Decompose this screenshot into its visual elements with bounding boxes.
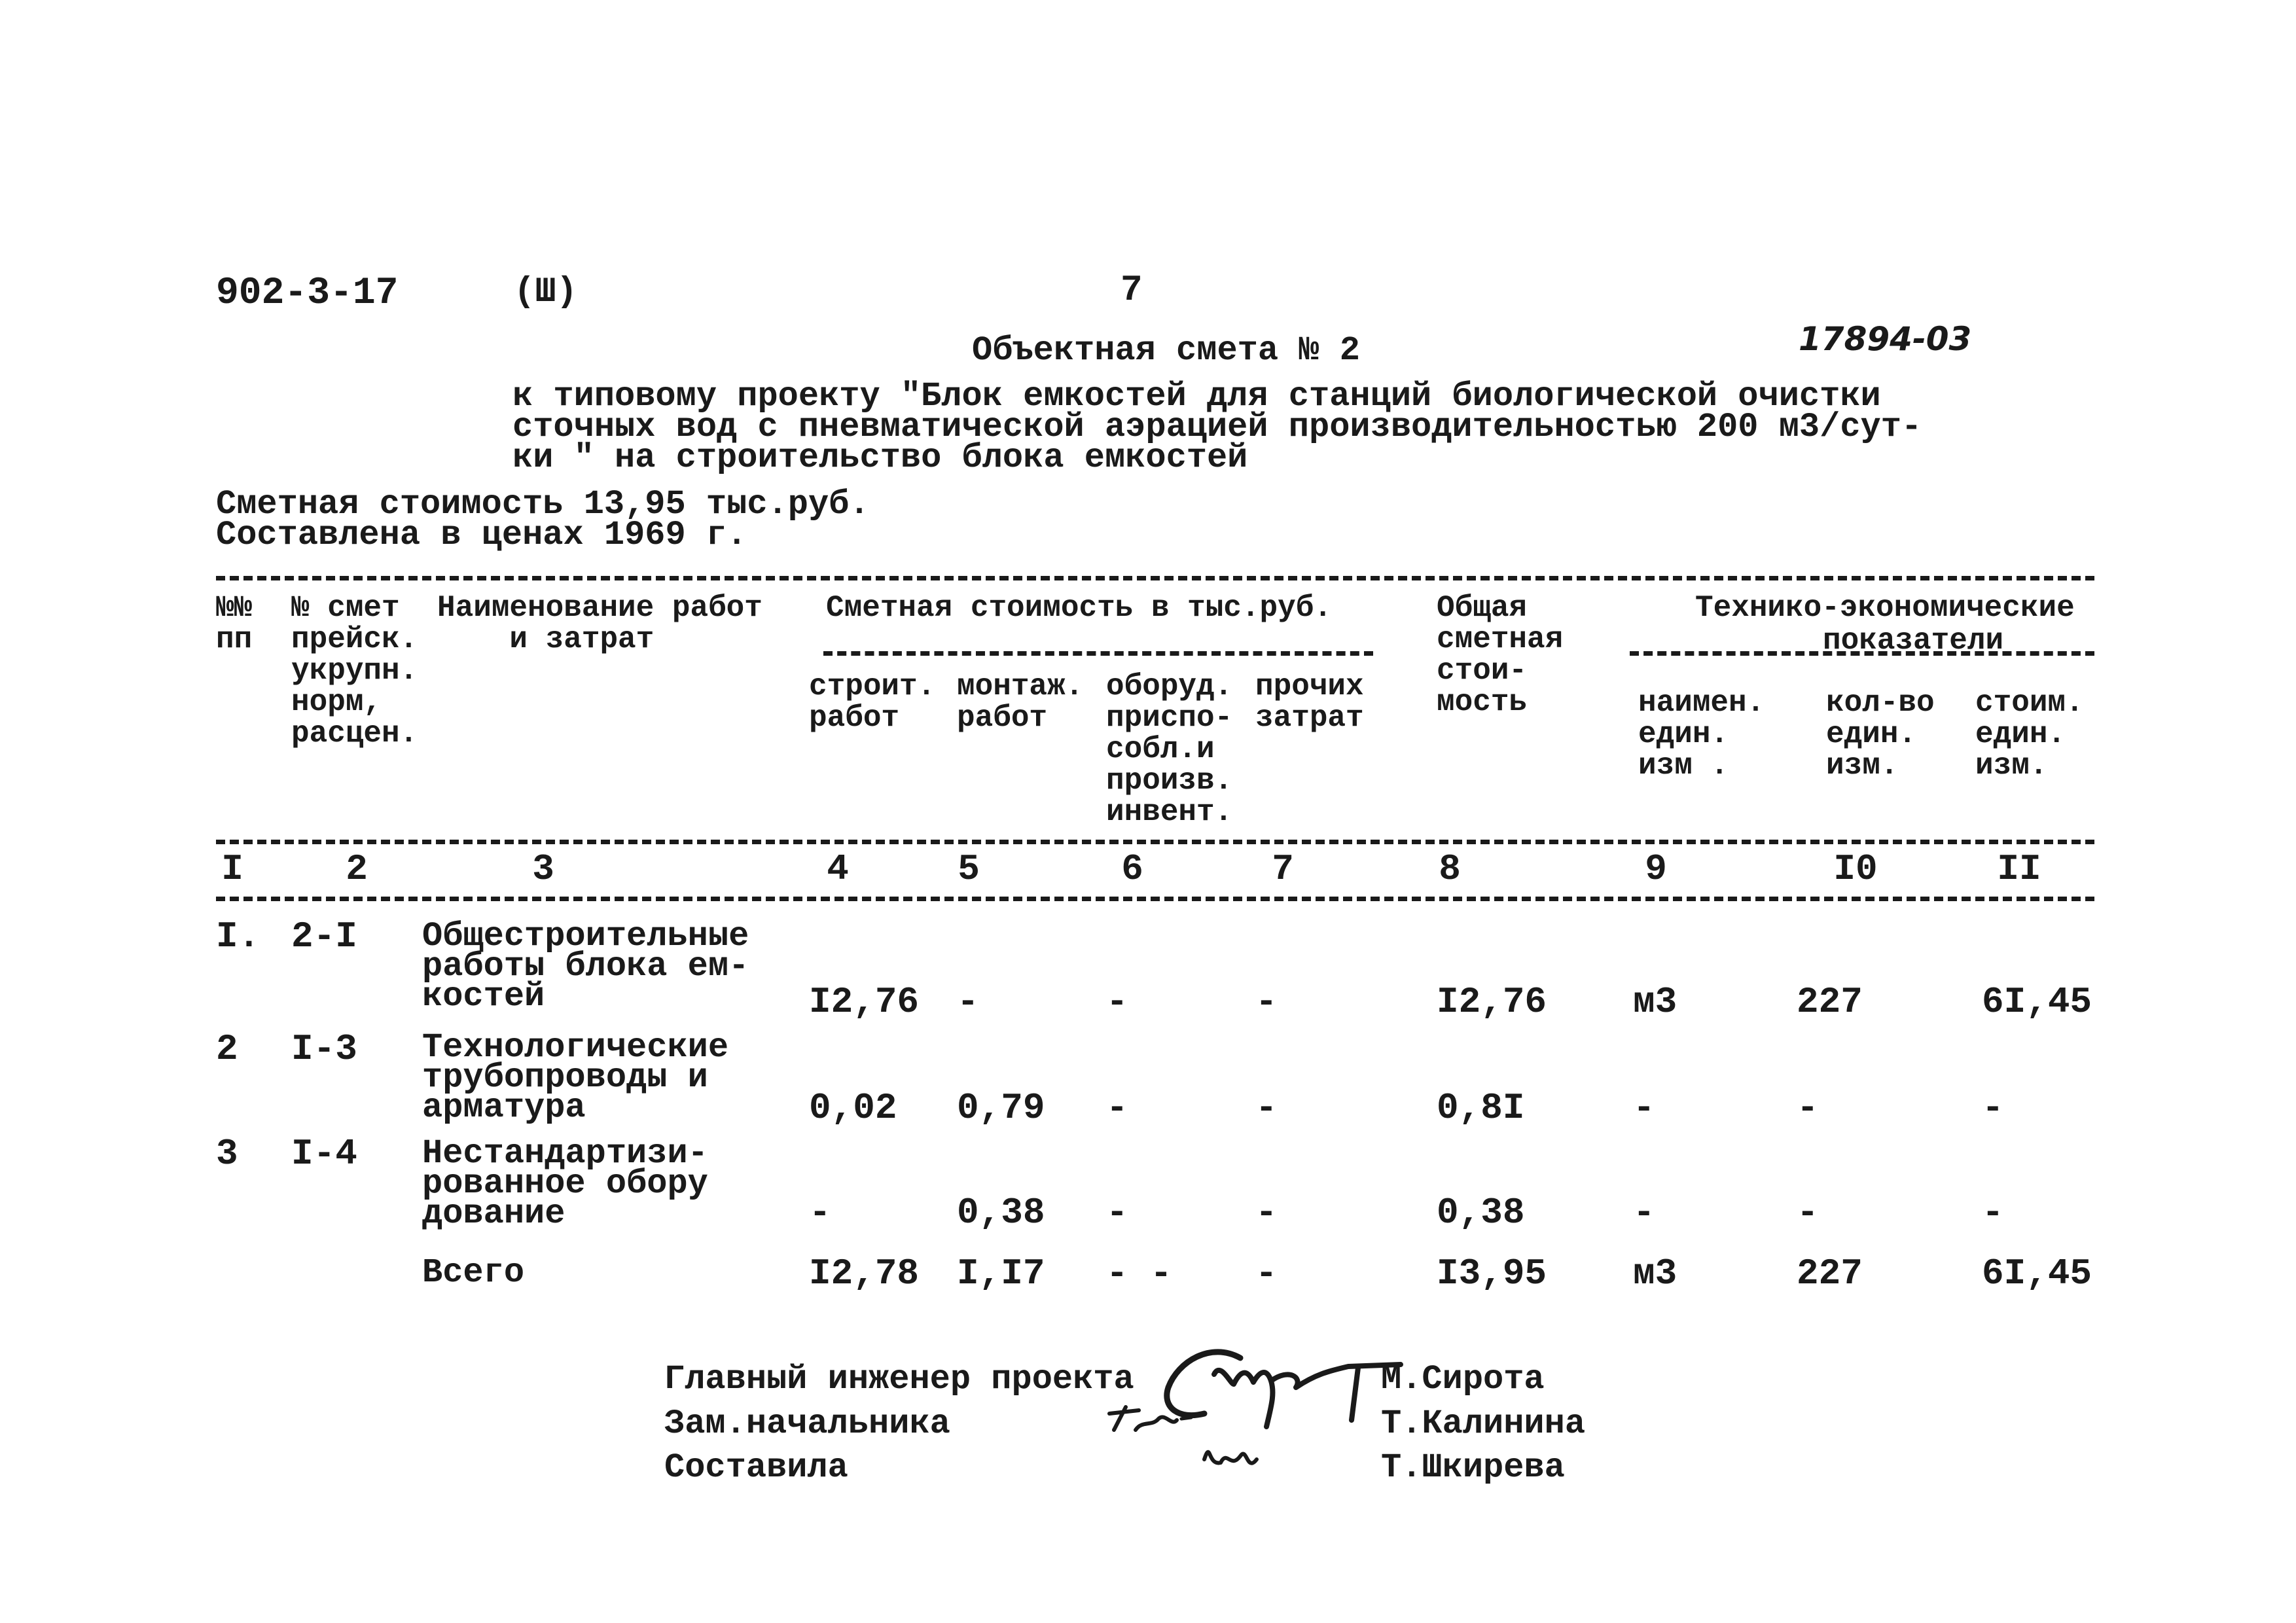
document-code: 902-3-17 xyxy=(216,272,399,315)
column-number: 2 xyxy=(346,848,368,890)
signatory-name: Т.Калинина xyxy=(1381,1404,1586,1443)
total-other: - xyxy=(1255,1253,1278,1294)
header-bottom-rule xyxy=(216,840,2094,844)
row-qty: 227 xyxy=(1797,981,1863,1023)
header-price-ref: № смет прейск. укрупн. норм, расцен. xyxy=(291,591,418,751)
row-price-ref: 2-I xyxy=(291,916,357,957)
header-construction: строит. работ xyxy=(809,669,936,735)
row-number: I. xyxy=(216,916,260,957)
total-installation: I,I7 xyxy=(957,1253,1045,1294)
column-number: 9 xyxy=(1645,848,1667,890)
row-unit-cost: - xyxy=(1982,1192,2004,1234)
row-unit-cost: - xyxy=(1982,1087,2004,1129)
header-unit-cost: стоим. един. изм. xyxy=(1975,686,2084,783)
cost-group-rule xyxy=(823,651,1373,656)
column-number: I0 xyxy=(1833,848,1878,890)
row-qty: - xyxy=(1797,1087,1819,1129)
subtitle-line-3: ки " на строительство блока емкостей xyxy=(512,438,1248,477)
column-number: I xyxy=(221,848,243,890)
price-basis: Составлена в ценах 1969 г. xyxy=(216,516,747,554)
header-equipment: оборуд. приспо- собл.и произв. инвент. xyxy=(1106,669,1233,829)
header-row-number: №№ пп xyxy=(216,591,253,656)
row-equipment: - xyxy=(1106,1087,1128,1129)
column-number: II xyxy=(1997,848,2041,890)
row-work-name: Нестандартизи- рованное обору дование xyxy=(422,1134,708,1233)
signatory-role: Главный инженер проекта xyxy=(664,1360,1134,1399)
signatory-role: Составила xyxy=(664,1448,848,1487)
row-equipment: - xyxy=(1106,1192,1128,1234)
total-label: Всего xyxy=(422,1253,525,1292)
handwritten-signatures xyxy=(1100,1322,1407,1499)
header-tech-group-2: показатели xyxy=(1823,624,2004,658)
row-construction: - xyxy=(809,1192,831,1234)
column-number: 4 xyxy=(827,848,849,890)
estimate-title: Объектная смета № 2 xyxy=(972,331,1360,370)
estimated-cost: Сметная стоимость 13,95 тыс.руб. xyxy=(216,485,870,524)
signatory-name: М.Сирота xyxy=(1381,1360,1545,1399)
column-numbers-rule xyxy=(216,897,2094,901)
header-tech-group: Технико-экономические xyxy=(1695,591,2075,625)
row-total: 0,38 xyxy=(1437,1192,1525,1234)
row-equipment: - xyxy=(1106,981,1128,1023)
header-work-name: Наименование работ и затрат xyxy=(437,591,762,656)
row-construction: I2,76 xyxy=(809,981,920,1023)
row-unit: - xyxy=(1633,1192,1655,1234)
table-top-rule xyxy=(216,576,2094,580)
row-qty: - xyxy=(1797,1192,1819,1234)
row-other: - xyxy=(1255,1087,1278,1129)
row-other: - xyxy=(1255,1192,1278,1234)
total-construction: I2,78 xyxy=(809,1253,920,1294)
column-number: 6 xyxy=(1121,848,1143,890)
row-installation: - xyxy=(957,981,979,1023)
row-other: - xyxy=(1255,981,1278,1023)
subtitle-line-2: сточных вод с пневматической аэрацией производительностью 200 м3/сут- xyxy=(512,408,1922,446)
column-number: 8 xyxy=(1439,848,1461,890)
row-price-ref: I-3 xyxy=(291,1028,357,1070)
row-number: 2 xyxy=(216,1028,238,1070)
column-number: 5 xyxy=(958,848,980,890)
row-number: 3 xyxy=(216,1133,238,1175)
row-unit-cost: 6I,45 xyxy=(1982,981,2092,1023)
row-construction: 0,02 xyxy=(809,1087,897,1129)
header-unit-name: наимен. един. изм . xyxy=(1638,686,1765,783)
column-number: 3 xyxy=(532,848,554,890)
header-total-cost: Общая сметная стои- мость xyxy=(1437,591,1564,719)
signatory-name: Т.Шкирева xyxy=(1381,1448,1565,1487)
header-cost-group: Сметная стоимость в тыс.руб. xyxy=(826,591,1332,625)
row-total: I2,76 xyxy=(1437,981,1547,1023)
section-label: (Ш) xyxy=(514,272,578,312)
row-installation: 0,38 xyxy=(957,1192,1045,1234)
row-price-ref: I-4 xyxy=(291,1133,357,1175)
row-installation: 0,79 xyxy=(957,1087,1045,1129)
total-equipment: - - xyxy=(1106,1253,1172,1294)
subtitle-line-1: к типовому проекту "Блок емкостей для станций биологической очистки xyxy=(512,377,1881,416)
archive-number: 17894-03 xyxy=(1799,320,1972,358)
page-number: 7 xyxy=(1121,269,1143,311)
signatory-role: Зам.начальника xyxy=(664,1404,950,1443)
row-work-name: Технологические трубопроводы и арматура xyxy=(422,1028,729,1127)
total-sum: I3,95 xyxy=(1437,1253,1547,1294)
row-unit: - xyxy=(1633,1087,1655,1129)
row-total: 0,8I xyxy=(1437,1087,1525,1129)
total-unit-cost: 6I,45 xyxy=(1982,1253,2092,1294)
header-other: прочих затрат xyxy=(1255,669,1364,735)
row-work-name: Общестроительные работы блока ем- костей xyxy=(422,917,749,1016)
total-qty: 227 xyxy=(1797,1253,1863,1294)
row-unit: м3 xyxy=(1633,981,1677,1023)
total-unit: м3 xyxy=(1633,1253,1677,1294)
header-installation: монтаж. работ xyxy=(957,669,1084,735)
header-unit-qty: кол-во един. изм. xyxy=(1826,686,1935,783)
column-number: 7 xyxy=(1272,848,1294,890)
